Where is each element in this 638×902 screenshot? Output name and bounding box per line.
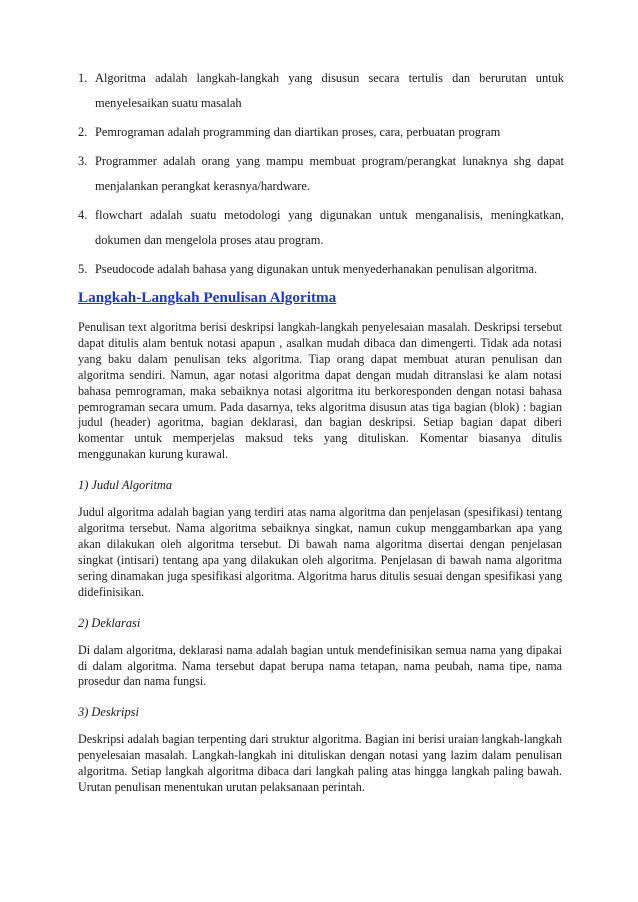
subsection-heading-deklarasi: 2) Deklarasi	[78, 615, 141, 630]
subsection-heading-deskripsi: 3) Deskripsi	[78, 705, 139, 720]
list-item	[78, 66, 564, 116]
list-text: Algoritma adalah langkah-langkah yang disusun secara tertulis dan berurutan untuk menyelesaikan suatu masalah	[95, 71, 564, 110]
list-text: flowchart adalah suatu metodologi yang digunakan untuk menganalisis, meningkatkan, dokumen dan mengelola proses atau program.	[95, 208, 564, 247]
section-title: Langkah-Langkah Penulisan Algoritma	[78, 289, 337, 306]
list-number: 4.	[78, 208, 88, 222]
list-number: 1.	[78, 71, 88, 85]
list-number: 3.	[78, 154, 88, 168]
list-text: Pemrograman adalah programming dan diartikan proses, cara, perbuatan program	[95, 125, 501, 139]
list-item	[78, 149, 564, 199]
list-item	[78, 203, 564, 253]
definition-list	[78, 66, 564, 286]
subsection-body-deskripsi: Deskripsi adalah bagian terpenting dari struktur algoritma. Bagian ini berisi uraian langkah-langkah penyelesaian masalah. Langkah-langkah ini dituliskan dengan notasi yang lazim dalam penulisan algoritma. Setiap langkah algoritma dibaca dari langkah paling atas hingga langkah paling bawah. Urutan penulisan menentukan urutan pelaksanaan perintah.	[78, 732, 562, 795]
list-text: Programmer adalah orang yang mampu membuat program/perangkat lunaknya shg dapat menjalankan perangkat kerasnya/hardware.	[95, 154, 564, 193]
intro-paragraph: Penulisan text algoritma berisi deskripsi langkah-langkah penyelesaian masalah. Deskripsi tersebut dapat ditulis alam bentuk notasi apapun , asalkan mudah dibaca dan dimengerti. Tidak ada notasi yang baku dalam penulisan teks algoritma. Tiap orang dapat membuat aturan penulisan dan algoritma sendiri. Namun, agar notasi algoritma dapat dengan mudah ditranslasi ke alam notasi bahasa pemrograman, maka sebaiknya notasi algoritma itu berkoresponden dengan notasi bahasa pemrograman secara umum. Pada dasarnya, teks algoritma disusun atas tiga bagian (blok) : bagian judul (header) agoritma, bagian deklarasi, dan bagian deskripsi. Setiap bagian dapat diberi komentar untuk memperjelas maksud teks yang dituliskan. Komentar biasanya ditulis menggunakan kurung kurawal.	[78, 320, 562, 462]
subsection-heading-judul: 1) Judul Algoritma	[78, 478, 173, 493]
list-item	[78, 257, 564, 282]
section-content	[78, 320, 562, 796]
subsection-body-deklarasi: Di dalam algoritma, deklarasi nama adalah bagian untuk mendefinisikan semua nama yang dipakai di dalam algoritma. Nama tersebut dapat berupa nama tetapan, nama peubah, nama tipe, nama prosedur dan nama fungsi.	[78, 642, 562, 689]
subsection-body-judul: Judul algoritma adalah bagian yang terdiri atas nama algoritma dan penjelasan (spesifikasi) tentang algoritma tersebut. Nama algoritma sebaiknya singkat, namun cukup menggambarkan apa yang akan dilakukan oleh algoritma tersebut. Di bawah nama algoritma disertai dengan penjelasan singkat (intisari) tentang apa yang dilakukan oleh algoritma. Penjelasan di bawah nama algoritma sering dinamakan juga spesifikasi algoritma. Algoritma harus ditulis sesuai dengan spesifikasi yang didefinisikan.	[78, 505, 562, 599]
list-item	[78, 120, 564, 145]
list-text: Pseudocode adalah bahasa yang digunakan untuk menyederhanakan penulisan algoritma.	[95, 262, 538, 276]
list-number: 5.	[78, 262, 88, 276]
list-number: 2.	[78, 125, 88, 139]
